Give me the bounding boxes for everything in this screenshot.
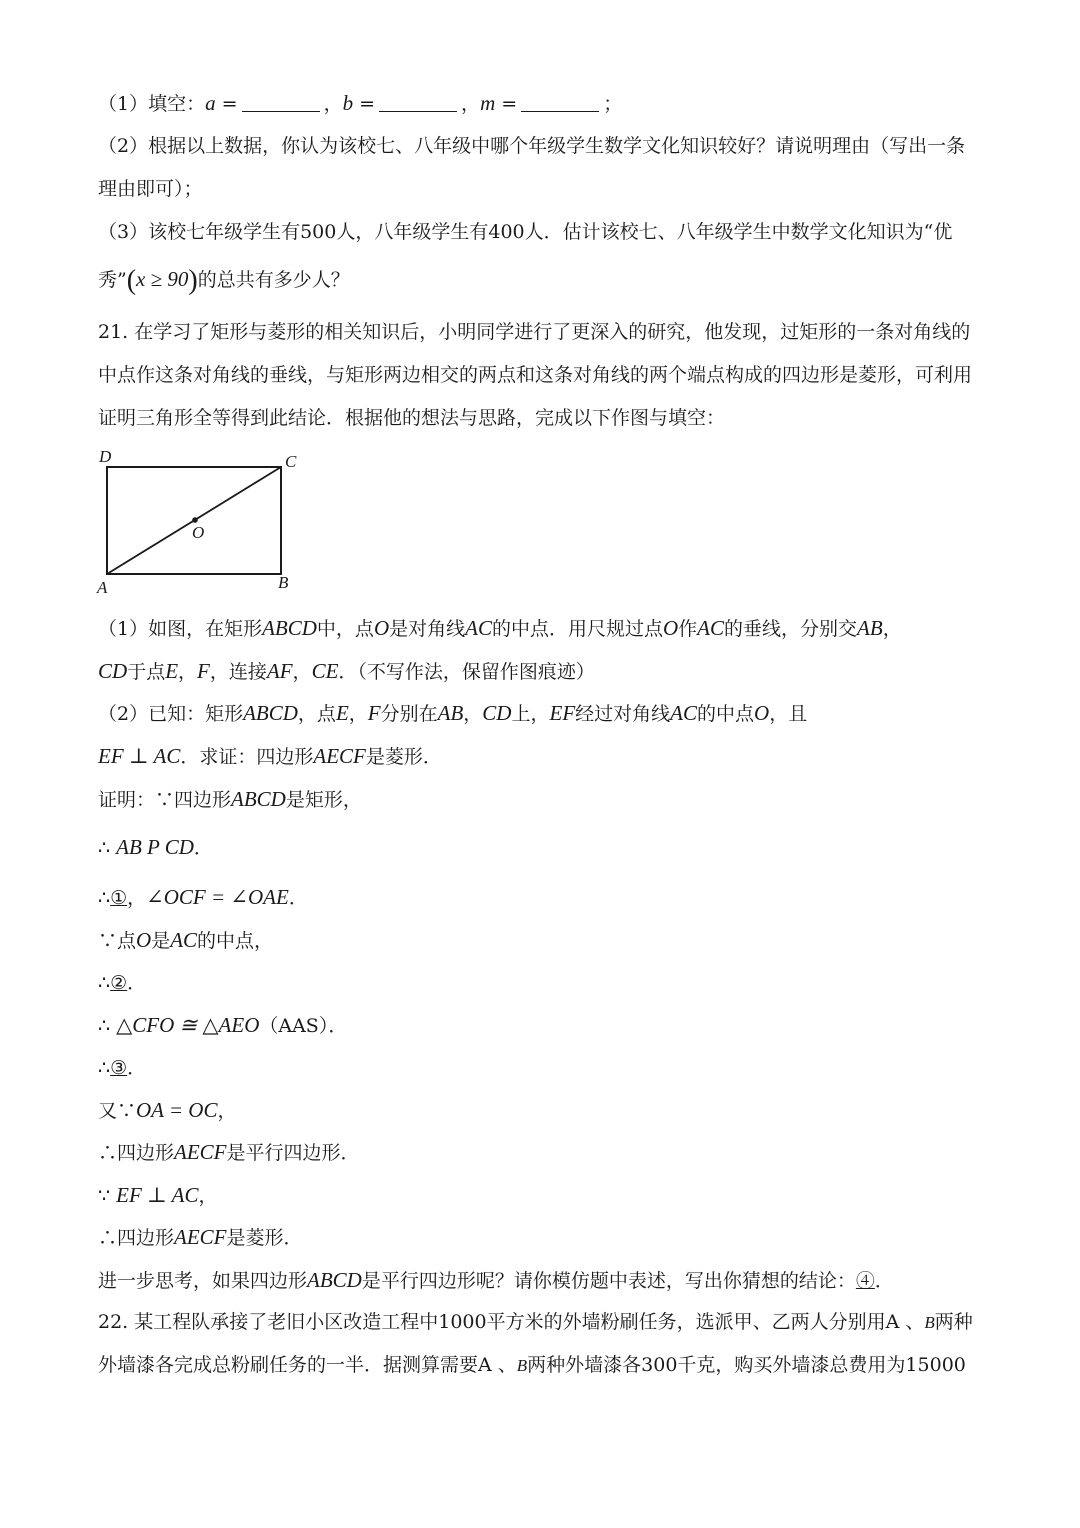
text: 又∵ [98, 1100, 137, 1122]
text: 上， [511, 703, 550, 725]
math: ABCD [262, 616, 317, 640]
text: 的中点．用尺规过点 [491, 618, 663, 640]
blank-3[interactable]: ③ [110, 1057, 128, 1079]
proof-line10 [98, 1182, 218, 1209]
math: AB [857, 616, 883, 640]
text: ．（不写作法，保留作图痕迹） [338, 661, 595, 683]
separator: ， [323, 93, 343, 115]
text: （1）如图，在矩形 [98, 618, 263, 640]
math: AC [170, 928, 198, 952]
blank-m[interactable] [521, 93, 599, 112]
text: 是平行四边形． [226, 1142, 360, 1164]
inequality: x ≥ 90 [136, 267, 189, 291]
text: 于点 [127, 661, 166, 683]
text: ．求证：四边形 [180, 746, 314, 768]
text: ， [292, 661, 312, 683]
text: 两种外墙漆各300千克，购买外墙漆总费用为15000 [527, 1354, 966, 1376]
var-a: a [205, 91, 216, 115]
blank-1[interactable]: ① [110, 887, 128, 909]
q20-part1-label: （1）填空： [98, 93, 206, 115]
text: ． [193, 837, 213, 859]
equals-sign: = [495, 93, 518, 115]
math: B [924, 1313, 935, 1332]
text: ∴ [98, 887, 111, 909]
q20-part2-line1: （2）根据以上数据，你认为该校七、八年级中哪个年级学生数学文化知识较好？请说明理由（写出一条 [98, 135, 966, 157]
q22-line2 [98, 1352, 966, 1379]
math: ABCD [243, 701, 298, 725]
math: AECF [313, 744, 366, 768]
q21-part2-line2 [98, 743, 442, 770]
math: E [165, 659, 179, 683]
text: ∴ [98, 837, 111, 859]
text: ． [127, 1057, 147, 1079]
text: ∴ [98, 1015, 111, 1037]
blank-b[interactable] [379, 93, 457, 112]
q21-part2-line1 [98, 700, 807, 727]
paren-close: ) [188, 265, 198, 296]
q21-intro-line3: 证明三角形全等得到此结论．根据他的想法与思路，完成以下作图与填空： [98, 407, 726, 429]
var-b: b [342, 91, 354, 115]
text: 进一步思考，如果四边形 [98, 1270, 308, 1292]
q20-part1 [98, 90, 622, 117]
proof-line8 [98, 1097, 237, 1124]
q20-part2-line2: 理由即可）； [98, 178, 203, 200]
text: 中，点 [316, 618, 374, 640]
math: O [136, 928, 152, 952]
text: ， [463, 703, 483, 725]
text: ， [198, 1185, 218, 1207]
proof-line12 [98, 1267, 894, 1294]
math: AF [266, 659, 293, 683]
math: CE [311, 659, 339, 683]
text: 的中点 [697, 703, 755, 725]
text: ， [178, 661, 198, 683]
text: 证明：∵四边形 [98, 789, 232, 811]
text: 的总共有多少人？ [197, 269, 350, 291]
text: ， [127, 887, 147, 909]
math: AB P CD [116, 835, 194, 859]
text: ∴四边形 [98, 1227, 175, 1249]
math: △CFO ≅ △AEO [116, 1013, 260, 1037]
q21-part1-line2 [98, 658, 595, 685]
math: AECF [174, 1140, 227, 1164]
text: ∴ [98, 1057, 111, 1079]
proof-line1 [98, 786, 362, 813]
math: O [662, 616, 679, 640]
math: CD [98, 659, 128, 683]
math: O [754, 701, 770, 725]
blank-2[interactable]: ② [110, 972, 128, 994]
proof-line6 [98, 1012, 347, 1039]
text: 是菱形． [226, 1227, 303, 1249]
proof-line4 [98, 927, 273, 954]
label-a: A [97, 578, 108, 597]
math: E [335, 701, 349, 725]
text: ， [882, 618, 902, 640]
equals-sign: = [215, 93, 238, 115]
text: ， [217, 1100, 237, 1122]
math: ABCD [307, 1268, 362, 1292]
q21-part1-line1 [98, 615, 902, 642]
text: ，连接 [209, 661, 267, 683]
text: 22. 某工程队承接了老旧小区改造工程中1000平方米的外墙粉刷任务，选派甲、乙两人分别用A 、 [98, 1311, 925, 1333]
equals-sign: = [353, 93, 376, 115]
text: ，且 [769, 703, 808, 725]
proof-line11 [98, 1224, 303, 1251]
label-d: D [99, 447, 112, 466]
text: 是平行四边形呢？请你模仿题中表述，写出你猜想的结论： [361, 1270, 856, 1292]
math: B [516, 1356, 528, 1375]
separator: ， [461, 93, 481, 115]
text: ∵点 [98, 930, 137, 952]
label-o: O [192, 523, 205, 542]
q20-part3-line1: （3）该校七年级学生有500人，八年级学生有400人．估计该校七、八年级学生中数学文化知识为“优 [98, 221, 953, 243]
q20-part3-line2 [98, 266, 350, 294]
math: F [197, 659, 210, 683]
text: ． [127, 972, 147, 994]
q22-line1 [98, 1309, 973, 1336]
math: ABCD [231, 787, 286, 811]
proof-line3 [98, 884, 308, 911]
math: CD [482, 701, 512, 725]
label-c: C [285, 452, 297, 471]
math: AB [437, 701, 464, 725]
math: AC [670, 701, 698, 725]
math: O [373, 616, 390, 640]
text: （2）已知：矩形 [98, 703, 244, 725]
text: 作 [678, 618, 698, 640]
math: OA = OC [136, 1098, 218, 1122]
text: ∵ [98, 1185, 111, 1207]
text: 秀” [98, 269, 127, 291]
separator: ； [603, 93, 623, 115]
text: ，点 [297, 703, 336, 725]
text: 经过对角线 [575, 703, 671, 725]
var-m: m [480, 91, 496, 115]
text: 是矩形， [285, 789, 362, 811]
math: AC [697, 616, 725, 640]
text: ∴ [98, 972, 111, 994]
math: AC [465, 616, 492, 640]
point-o [192, 517, 198, 523]
math: EF ⊥ AC [116, 1183, 199, 1207]
blank-a[interactable] [242, 93, 320, 112]
paren-open: ( [126, 265, 137, 296]
math: EF [549, 701, 576, 725]
text: （AAS）． [259, 1015, 348, 1037]
math: EF ⊥ AC [98, 744, 181, 768]
proof-line9 [98, 1139, 360, 1166]
text: ， [348, 703, 368, 725]
math: AECF [174, 1225, 227, 1249]
q21-intro-line2: 中点作这条对角线的垂线，与矩形两边相交的两点和这条对角线的两个端点构成的四边形是菱形，可利用 [98, 364, 973, 386]
text: 的中点， [197, 930, 274, 952]
text: 两种 [934, 1311, 973, 1333]
text: 的垂线，分别交 [724, 618, 858, 640]
text: 外墙漆各完成总粉刷任务的一半．据测算需要A 、 [98, 1354, 517, 1376]
text: 是对角线 [389, 618, 466, 640]
text: 分别在 [380, 703, 438, 725]
rectangle-figure [90, 440, 320, 600]
text: ． [874, 1270, 894, 1292]
math: ∠OCF = ∠OAE [146, 885, 289, 909]
proof-line7 [98, 1055, 146, 1081]
q21-intro-line1: 21. 在学习了矩形与菱形的相关知识后，小明同学进行了更深入的研究，他发现，过矩形的一条对角线的 [98, 321, 971, 343]
text: 是菱形． [365, 746, 442, 768]
blank-4[interactable]: ④ [855, 1270, 875, 1292]
text: ∴四边形 [98, 1142, 175, 1164]
text: ． [288, 887, 308, 909]
text: 是 [151, 930, 171, 952]
label-b: B [278, 573, 289, 592]
math: F [367, 701, 381, 725]
proof-line2 [98, 834, 213, 861]
proof-line5 [98, 970, 146, 996]
